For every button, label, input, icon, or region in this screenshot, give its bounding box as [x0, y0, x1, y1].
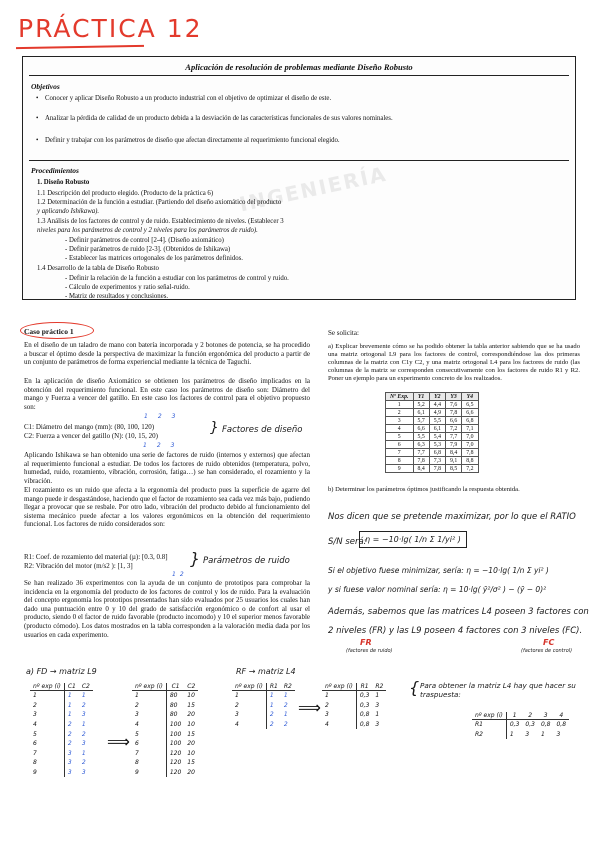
results-table-body	[386, 401, 479, 473]
results-header-exp: Nº Exp.	[386, 393, 414, 401]
l9-levels-body	[30, 691, 93, 778]
results-header-row	[386, 393, 479, 401]
l4-levels-row-cell: 2	[269, 721, 274, 729]
caso-para-3: Aplicando Ishikawa se han obtenido una serie de factores de ruido (internos y externos) que afectan al requerimiento funcional a estudiar. De todos los factores de ruido obtenidos (temperatura, polvo, humedad, ruido, rozamiento, vibración, corrosión, fatiga…) se han considerado, el rozamiento y la vibración.	[24, 451, 310, 485]
l9-values-row-cell: 100	[169, 721, 182, 729]
l4-levels-row-cell: 1	[269, 692, 274, 700]
l4-values-row-cell: 1	[322, 691, 356, 701]
proc-1-3b: niveles para los parámetros de control y 2 niveles para los parámetros de ruido).	[37, 227, 258, 234]
section-1: 1. Diseño Robusto	[37, 179, 90, 186]
brace-ruido: }	[190, 549, 201, 568]
trans-header-row	[472, 712, 569, 720]
transposed-row-cell: 1	[509, 730, 514, 738]
l9-values-row-cell: 2	[132, 701, 166, 711]
results-row-cell: 8,4	[413, 465, 429, 473]
results-row-cell: 5,5	[429, 417, 445, 425]
l4-levels-row	[232, 691, 295, 701]
matrix-l9-values	[132, 683, 198, 777]
note-transpose: Para obtener la matriz L4 hay que hacer su traspuesta:	[420, 681, 576, 699]
l4-levels-row-cell: 2	[283, 721, 288, 729]
sub-1-3-b-text: Definir parámetros de ruido [2-3]. (Obtenidos de Ishikawa)	[68, 246, 231, 253]
results-row-cell: 5,7	[413, 417, 429, 425]
results-row-cell: 6,3	[413, 441, 429, 449]
results-row-cell: 5,2	[413, 401, 429, 409]
l9-levels-row-cell: 1	[67, 692, 72, 700]
results-row-cell: 5,5	[413, 433, 429, 441]
page-title: PRÁCTICA 12	[18, 14, 203, 43]
l9-values-row-cell: 120	[169, 769, 182, 777]
l4-levels-body	[232, 691, 295, 730]
results-row-cell: 9	[386, 465, 414, 473]
control-factor-c2: C2: Fuerza a vencer del gatillo (N): (10, 15, 20)	[24, 432, 158, 440]
l9-values-row	[132, 749, 198, 759]
transposed-row-cell: 0,3	[525, 721, 535, 729]
l9-values-body	[132, 691, 198, 778]
l9-values-row-cell: 5	[132, 729, 166, 739]
results-row	[386, 417, 479, 425]
transposed-row-cell: 0,8	[556, 721, 567, 729]
l9-values-row-cell: 9	[132, 768, 166, 778]
l4-values-row	[322, 710, 386, 720]
transposed-row-cell: 0,3	[509, 721, 520, 729]
l9-values-row-cell: 120	[169, 749, 182, 757]
l4-values-row-cell: 0,3	[359, 692, 370, 700]
l9-levels-row-cell: 1	[67, 711, 72, 719]
objetivo-2: • Analizar la pérdida de calidad de un producto debida a la desviación de las características funcionales de sus valores nominales.	[45, 115, 545, 123]
l9-levels-row-cell: 3	[81, 769, 86, 777]
l9-levels-row-cell: 2	[67, 730, 72, 738]
note-parametros-ruido: Parámetros de ruido	[203, 556, 290, 566]
sub-1-3-a: - Definir parámetros de control [2-4]. (Diseño axiomático)	[65, 237, 224, 244]
l4-values-row-cell: 3	[375, 721, 380, 729]
results-row	[386, 425, 479, 433]
results-row-cell: 6,6	[462, 409, 478, 417]
proc-1-4: 1.4 Desarrollo de la tabla de Diseño Robusto	[37, 265, 159, 272]
transposed-row-cell: R1	[472, 720, 506, 730]
l9-levels-row	[30, 758, 93, 768]
trans-h-4: 4	[553, 712, 569, 720]
caso-title: Caso práctico 1	[24, 327, 74, 336]
results-row-cell: 7,3	[429, 457, 445, 465]
l4-levels-row-cell: 1	[283, 711, 288, 719]
sub-1-4-c-text: Matriz de resultados y conclusiones.	[68, 293, 169, 300]
l9-values-row-cell: 80	[169, 711, 178, 719]
l9-levels-row-cell: 1	[81, 721, 86, 729]
brace-transpose: {	[409, 678, 420, 697]
l9-values-row-cell: 100	[169, 740, 182, 748]
trans-h-exp: nº exp (i)	[472, 712, 506, 720]
l9-levels-row-cell: 1	[67, 701, 72, 709]
l9-h-c2: C2	[79, 683, 93, 691]
results-row-cell: 7,2	[446, 425, 462, 433]
note-factores-diseno: Factores de diseño	[222, 425, 303, 435]
l9-values-row-cell: 6	[132, 739, 166, 749]
l9-values-row-cell: 80	[169, 692, 178, 700]
l9-levels-row-cell: 9	[30, 768, 64, 778]
l9-values-row-cell: 4	[132, 720, 166, 730]
l4-values-row-cell: 2	[322, 701, 356, 711]
l9-levels-row-cell: 3	[67, 769, 72, 777]
l9-values-row	[132, 701, 198, 711]
l4-values-body	[322, 691, 386, 730]
noise-factor-r2: R2: Vibración del motor (m/s2 ): [1, 3]	[24, 562, 133, 570]
results-row-cell: 6,1	[429, 425, 445, 433]
circled-r-levels	[172, 571, 188, 578]
results-row-cell: 5,3	[429, 441, 445, 449]
transposed-row-cell: 0,8	[540, 721, 551, 729]
l9-values-row-cell: 80	[169, 701, 178, 709]
results-row-cell: 8,4	[446, 449, 462, 457]
results-row-cell: 6,6	[446, 417, 462, 425]
trans-h-1: 1	[506, 712, 522, 720]
matrix-l4-values	[322, 683, 386, 729]
box-rule-top	[29, 75, 569, 76]
sub-1-4-a-text: Definir la relación de la función a estudiar con los parámetros de control y ruido.	[68, 275, 289, 282]
l9-levels-row-cell: 1	[81, 749, 86, 757]
objetivos-title: Objetivos	[31, 82, 60, 91]
l9-levels-row-cell: 3	[30, 710, 64, 720]
results-row-cell: 7,2	[462, 465, 478, 473]
l9-header-row	[30, 683, 93, 691]
hand-note-3: y si fuese valor nominal sería: η = 10·lg( ȳ²/σ² ) − (ȳ − 0)²	[328, 585, 547, 594]
l4-h-r2: R2	[281, 683, 295, 691]
fr-label: FR	[360, 638, 372, 647]
question-a: a) Explicar brevemente cómo se ha podido obtener la tabla anterior sabiendo que se ha usado una matriz ortogonal L9 para los factores de control, correspondiéndose las dos primeras columnas de la matriz con C1y C2, y una matriz ortogonal L4 para los factores de ruido (las columnas de la matriz se corresponden consecutivamente con los factores de ruido R1 y R2. Poner un ejemplo para un experimento concreto de los realizados.	[328, 343, 580, 382]
results-row-cell: 6	[386, 441, 414, 449]
l4-values-row-cell: 0,8	[359, 711, 370, 719]
circled-c2-levels	[143, 442, 184, 449]
results-row-cell: 4,9	[429, 409, 445, 417]
l9-values-row	[132, 768, 198, 778]
l9-values-row	[132, 710, 198, 720]
transposed-row-cell: R2	[472, 730, 506, 740]
results-row	[386, 457, 479, 465]
l9-values-row-cell: 100	[169, 730, 182, 738]
l4-levels-row-cell: 3	[232, 710, 266, 720]
l9-values-row-cell: 20	[187, 769, 195, 777]
results-row-cell: 8,5	[446, 465, 462, 473]
l9-levels-row-cell: 2	[67, 740, 72, 748]
noise-factor-r1: R1: Coef. de rozamiento del material (µ): [0.3, 0.8]	[24, 553, 168, 561]
box-rule-mid	[29, 160, 569, 161]
results-row	[386, 401, 479, 409]
results-row	[386, 409, 479, 417]
results-row-cell: 8	[386, 457, 414, 465]
l4-h-exp: nº exp (i)	[232, 683, 266, 691]
l4-levels-row	[232, 701, 295, 711]
fc-note: (factores de control)	[521, 648, 573, 654]
l4-values-row-cell: 0,8	[359, 721, 370, 729]
l9-values-row-cell: 120	[169, 759, 182, 767]
hand-note-5: 2 niveles (FR) y las L9 poseen 4 factores con 3 niveles (FC).	[328, 626, 583, 636]
l9-levels-row	[30, 729, 93, 739]
l9-levels-row	[30, 701, 93, 711]
trans-h-3: 3	[538, 712, 554, 720]
brace-control: }	[210, 420, 219, 436]
matrix-l4-levels	[232, 683, 295, 729]
l9-levels-row-cell: 1	[30, 691, 64, 701]
transposed-row	[472, 730, 569, 740]
l9v-h-c1: C1	[166, 683, 184, 691]
trans-h-2: 2	[522, 712, 538, 720]
results-row-cell: 7,8	[413, 457, 429, 465]
transposed-row	[472, 720, 569, 730]
l9-levels-row-cell: 3	[81, 711, 86, 719]
results-row-cell: 8,8	[462, 457, 478, 465]
circled-c1-levels	[144, 413, 185, 420]
l4v-h-r1: R1	[356, 683, 372, 691]
sub-1-4-b-text: Cálculo de experimentos y ratio señal-ruido.	[68, 284, 190, 291]
results-row-cell: 1	[386, 401, 414, 409]
matrix-l4-transposed	[472, 712, 569, 739]
hand-note-2: Si el objetivo fuese minimizar, sería: η = −10·lg( 1/n Σ yi² )	[328, 566, 549, 575]
results-row-cell: 7,6	[446, 401, 462, 409]
results-row	[386, 449, 479, 457]
l9-levels-row-cell: 4	[30, 720, 64, 730]
fr-note: (factores de ruido)	[346, 648, 393, 654]
results-row-cell: 9,1	[446, 457, 462, 465]
sub-1-3-b: - Definir parámetros de ruido [2-3]. (Obtenidos de Ishikawa)	[65, 246, 231, 253]
results-row-cell: 6,8	[462, 417, 478, 425]
l9-values-row-cell: 1	[132, 691, 166, 701]
circ-c1-1: 1	[144, 413, 158, 420]
matrix-l9-levels	[30, 683, 93, 777]
results-row-cell: 7	[386, 449, 414, 457]
title-underline	[16, 45, 144, 49]
results-row-cell: 4,4	[429, 401, 445, 409]
results-row-cell: 7,0	[462, 433, 478, 441]
l9-values-row-cell: 7	[132, 749, 166, 759]
l4-values-row	[322, 720, 386, 730]
results-row-cell: 5,4	[429, 433, 445, 441]
results-row	[386, 433, 479, 441]
l9-levels-row-cell: 2	[67, 721, 72, 729]
l4-levels-row	[232, 720, 295, 730]
hand-note-1: Nos dicen que se pretende maximizar, por lo que el RATIO	[328, 512, 576, 522]
sub-1-4-c: - Matriz de resultados y conclusiones.	[65, 293, 169, 300]
circ-c2-1: 1	[143, 442, 157, 449]
results-row-cell: 7,7	[446, 433, 462, 441]
circ-c1-2: 2	[157, 413, 172, 420]
results-row-cell: 6,5	[462, 401, 478, 409]
sub-1-4-a: - Definir la relación de la función a estudiar con los parámetros de control y ruido.	[65, 275, 289, 282]
results-row-cell: 7,9	[446, 441, 462, 449]
l9-levels-row-cell: 3	[81, 740, 86, 748]
l4-levels-row	[232, 710, 295, 720]
l9-levels-row-cell: 8	[30, 758, 64, 768]
procedimientos-title: Procedimientos	[31, 166, 79, 175]
l9-levels-row-cell: 5	[30, 729, 64, 739]
results-row	[386, 465, 479, 473]
l9-levels-row	[30, 720, 93, 730]
l9-levels-row-cell: 6	[30, 739, 64, 749]
proc-1-2a: 1.2 Determinación de la función a estudiar. (Partiendo del diseño axiomático del producto	[37, 199, 282, 206]
l9-values-row-cell: 10	[187, 721, 195, 729]
sub-1-3-c-text: Establecer las matrices ortogonales de los parámetros definidos.	[68, 255, 243, 262]
hand-note-1b: S/N será:	[328, 537, 367, 547]
results-row-cell: 7,1	[462, 425, 478, 433]
results-row-cell: 7,8	[462, 449, 478, 457]
l9-levels-row-cell: 2	[30, 701, 64, 711]
l9-values-row-cell: 8	[132, 758, 166, 768]
l9-values-row-cell: 10	[187, 692, 195, 700]
sub-1-4-b: - Cálculo de experimentos y ratio señal-ruido.	[65, 284, 190, 291]
l4-values-row-cell: 1	[375, 711, 380, 719]
l9-values-row-cell: 15	[187, 730, 195, 738]
formula-box-max: η = −10·lg( 1/n Σ 1/yi² )	[359, 531, 467, 548]
objetivo-3: • Definir y trabajar con los parámetros de diseño que afectan directamente al requerimiento funcional elegido.	[45, 137, 545, 145]
l4v-h-exp: nº exp (i)	[322, 683, 356, 691]
caso-para-4: El rozamiento es un ruido que afecta a la ergonomía del producto pues la superficie de agarre del mango puede ir desgastándose, haciendo que el factor de rozamiento sea cada vez más bajo, pudiendo llegar a provocar que se resbale. Por otro lado, vibración del producto debido al funcionamiento del sistema mecánico puede afectar a los valores ergonómicos en la obtención del requerimiento funcional. Los factores de ruido considerados son:	[24, 486, 310, 529]
results-row-cell: 6,8	[429, 449, 445, 457]
l4-values-row-cell: 1	[375, 692, 380, 700]
results-table	[385, 392, 479, 473]
l4-values-row-cell: 3	[322, 710, 356, 720]
arrow-l9: ⟹	[107, 732, 130, 751]
l9-values-row	[132, 691, 198, 701]
transposed-body	[472, 720, 569, 740]
arrow-l4: ⟹	[298, 698, 321, 717]
l9-values-row-cell: 15	[187, 701, 195, 709]
results-row-cell: 7,8	[446, 409, 462, 417]
transposed-row-cell: 1	[540, 730, 545, 738]
l9v-h-c2: C2	[184, 683, 198, 691]
results-row-cell: 3	[386, 417, 414, 425]
l4v-h-r2: R2	[372, 683, 386, 691]
l9-values-row-cell: 15	[187, 759, 195, 767]
box-heading: Aplicación de resolución de problemas mediante Diseño Robusto	[185, 62, 413, 72]
l9v-h-exp: nº exp (i)	[132, 683, 166, 691]
caso-para-2: En la aplicación de diseño Axiomático se obtienen los parámetros de diseño implicados en la obtención del requerimiento funcional. En este caso los parámetros de diseño son: Diámetro del mango y Fuerza a vencer del gatillo. En este caso los factores de control para el objetivo propuesto son:	[24, 377, 310, 411]
results-row-cell: 7,8	[429, 465, 445, 473]
l4-levels-row-cell: 2	[269, 711, 274, 719]
fc-label: FC	[543, 638, 555, 647]
l4-levels-row-cell: 1	[232, 691, 266, 701]
circ-c1-3: 3	[171, 413, 186, 420]
circ-c2-2: 2	[156, 442, 171, 449]
l9-levels-row-cell: 3	[67, 749, 72, 757]
l4-levels-row-cell: 1	[283, 692, 288, 700]
circ-r-2: 2	[179, 571, 188, 578]
sub-1-3-a-text: Definir parámetros de control [2-4]. (Diseño axiomático)	[68, 237, 224, 244]
results-header-y3: Y3	[446, 393, 462, 401]
l9-h-c1: C1	[64, 683, 79, 691]
sub-1-3-c: - Establecer las matrices ortogonales de los parámetros definidos.	[65, 255, 243, 262]
l9-levels-row	[30, 768, 93, 778]
proc-1-3a: 1.3 Análisis de los factores de control y de ruido. Establecimiento de niveles. (Establecer 3	[37, 218, 284, 225]
l9-levels-row-cell: 3	[67, 759, 72, 767]
l9-values-row-cell: 10	[187, 749, 195, 757]
l9-values-row	[132, 720, 198, 730]
hand-note-4: Además, sabemos que las matrices L4 poseen 3 factores con	[328, 607, 589, 617]
l9-levels-row	[30, 710, 93, 720]
circ-r-1: 1	[172, 571, 180, 578]
se-solicita: Se solicita:	[328, 329, 359, 337]
results-row-cell: 6,1	[413, 409, 429, 417]
l4-values-row-cell: 3	[375, 701, 380, 709]
l4-levels-row-cell: 4	[232, 720, 266, 730]
results-row-cell: 2	[386, 409, 414, 417]
l9-values-row	[132, 729, 198, 739]
results-row	[386, 441, 479, 449]
l4-header-row	[232, 683, 295, 691]
practice-statement-box	[22, 56, 576, 300]
l4-levels-row-cell: 2	[232, 701, 266, 711]
l9-levels-row	[30, 739, 93, 749]
l9-values-row-cell: 3	[132, 710, 166, 720]
l9-levels-row-cell: 2	[81, 701, 86, 709]
l9-values-row-cell: 20	[187, 711, 195, 719]
l9-levels-row	[30, 691, 93, 701]
l4-values-row	[322, 691, 386, 701]
transposed-row-cell: 3	[525, 730, 530, 738]
results-row-cell: 7,0	[462, 441, 478, 449]
results-row-cell: 6,6	[413, 425, 429, 433]
circ-c2-3: 3	[170, 442, 185, 449]
l4-values-row-cell: 4	[322, 720, 356, 730]
caso-para-1: En el diseño de un taladro de mano con batería incorporada y 2 botones de potencia, se ha procedido a buscar el óptimo desde la perspectiva de maximizar la función ergonómica del producto a partir de un conjunto de parámetros de forma experiencial mediante la técnica de Taguchi.	[24, 341, 310, 367]
results-row-cell: 7,7	[413, 449, 429, 457]
caso-para-5: Se han realizado 36 experimentos con la ayuda de un conjunto de prototipos para comprobar la incidencia en la ergonomía del producto de los factores de control y los de ruido. Para la evaluación del concepto ergonomía los prototipos presentados han sido evaluados por 25 usuarios los cuales han dado una puntuación entre 0 y 10 del grado de satisfacción ergonómico o de confort al usar el producto, siendo 0 el factor de ruido favorable (producto incomodo) y 10 el superior menos favorable (producto cómodo). Los datos mostrados en la tabla corresponden a la valoración media dada por los usuarios en cada experimento.	[24, 579, 310, 639]
l4-levels-row-cell: 2	[283, 701, 288, 709]
objetivo-1: • Conocer y aplicar Diseño Robusto a un producto industrial con el objetivo de optimizar el diseño de este.	[45, 95, 545, 103]
l9v-header-row	[132, 683, 198, 691]
label-fr-matrix: RF → matriz L4	[236, 667, 296, 676]
results-header-y1: Y1	[413, 393, 429, 401]
proc-1-1: 1.1 Descripción del producto elegido. (Producto de la práctica 6)	[37, 190, 214, 197]
l4-h-r1: R1	[266, 683, 281, 691]
results-header-y2: Y2	[429, 393, 445, 401]
l9-levels-row-cell: 2	[81, 759, 86, 767]
l9-values-row-cell: 20	[187, 740, 195, 748]
proc-1-2b: y aplicando Ishikawa).	[37, 208, 100, 215]
l9-values-row	[132, 739, 198, 749]
l9-levels-row	[30, 749, 93, 759]
l4v-header-row	[322, 683, 386, 691]
results-row-cell: 5	[386, 433, 414, 441]
l4-values-row-cell: 0,3	[359, 701, 370, 709]
l9-levels-row-cell: 1	[81, 692, 86, 700]
results-header-y4: Y4	[462, 393, 478, 401]
watermark: INGENIERÍA	[237, 161, 390, 217]
label-fd-matrix: a) FD → matriz L9	[26, 667, 97, 676]
l4-values-row	[322, 701, 386, 711]
l9-levels-row-cell: 7	[30, 749, 64, 759]
transposed-row-cell: 3	[556, 730, 561, 738]
l4-levels-row-cell: 1	[269, 701, 274, 709]
question-b: b) Determinar los parámetros óptimos justificando la respuesta obtenida.	[328, 486, 520, 493]
control-factor-c1: C1: Diámetro del mango (mm): (80, 100, 120)	[24, 423, 155, 431]
results-row-cell: 4	[386, 425, 414, 433]
l9-h-exp: nº exp (i)	[30, 683, 64, 691]
l9-levels-row-cell: 2	[81, 730, 86, 738]
l9-values-row	[132, 758, 198, 768]
